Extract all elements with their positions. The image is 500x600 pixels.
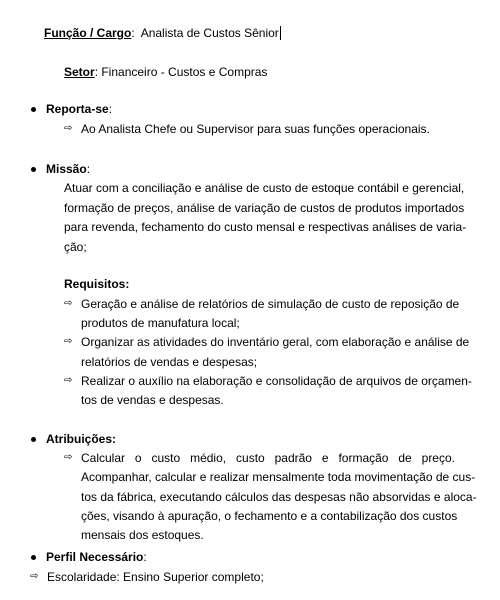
atribuicoes-line: mensais dos estoques.: [81, 528, 204, 542]
perfil-colon: :: [143, 550, 147, 564]
reporta-heading: [46, 102, 112, 116]
requisito-line: relatórios de vendas e despesas;: [81, 355, 258, 369]
requisito-line: Realizar o auxílio na elaboração e consolidação de arquivos de orçamen-: [81, 374, 472, 388]
missao-line: para revenda, fechamento do custo mensal e respectivas análises de varia-: [64, 220, 467, 234]
setor-value: : Financeiro - Custos e Compras: [94, 65, 268, 79]
atribuicoes-label: Atribuições:: [46, 432, 117, 446]
funcao-label: Função / Cargo: [44, 26, 132, 40]
atribuicoes-line: Acompanhar, calcular e realizar mensalmente toda movimentação de cus-: [81, 470, 476, 484]
bullet-icon: [31, 437, 36, 442]
atribuicoes-line: Calcular o custo médio, custo padrão e formação de preço.: [81, 451, 455, 465]
arrow-right-icon: ⇨: [64, 336, 73, 347]
missao-line: Atuar com a conciliação e análise de custo de estoque contábil e gerencial,: [64, 181, 465, 195]
atribuicoes-line: tos da fábrica, executando cálculos das despesas não absorvidas e aloca-: [81, 490, 477, 504]
reporta-colon: :: [108, 102, 113, 116]
funcao-value: Analista de Custos Sênior: [140, 26, 279, 40]
missao-label: Missão: [46, 162, 87, 176]
requisito-line: Geração e análise de relatórios de simulação de custo de reposição de: [81, 297, 460, 311]
bullet-icon: [31, 107, 36, 112]
perfil-item: Escolaridade: Ensino Superior completo;: [47, 570, 264, 584]
requisitos-label: Requisitos:: [64, 277, 130, 291]
reporta-item: Ao Analista Chefe ou Supervisor para suas funções operacionais.: [81, 122, 430, 136]
funcao-colon: :: [131, 26, 135, 40]
atribuicoes-line: ções, visando à apuração, o fechamento e a contabilização dos custos: [81, 509, 458, 523]
perfil-heading: [46, 550, 147, 564]
requisito-line: tos de vendas e despesas.: [81, 393, 224, 407]
reporta-label: Reporta-se: [46, 102, 109, 116]
bullet-icon: [31, 167, 36, 172]
arrow-right-icon: ⇨: [64, 452, 73, 463]
text-cursor: [280, 26, 281, 40]
arrow-right-icon: ⇨: [30, 571, 39, 582]
requisito-line: Organizar as atividades do inventário geral, com elaboração e análise de: [81, 335, 470, 349]
job-title-line: [44, 26, 281, 40]
setor-label: Setor: [64, 65, 95, 79]
requisito-line: produtos de manufatura local;: [81, 316, 240, 330]
missao-colon: :: [86, 162, 91, 176]
bullet-icon: [31, 555, 36, 560]
missao-line: formação de preços, análise de variação de custos de produtos importados: [64, 201, 465, 215]
perfil-label: Perfil Necessário: [46, 550, 144, 564]
arrow-right-icon: ⇨: [64, 375, 73, 386]
missao-line: ção;: [64, 240, 87, 254]
arrow-right-icon: ⇨: [64, 123, 73, 134]
arrow-right-icon: ⇨: [64, 298, 73, 309]
sector-line: [64, 65, 267, 79]
missao-heading: [46, 162, 90, 176]
